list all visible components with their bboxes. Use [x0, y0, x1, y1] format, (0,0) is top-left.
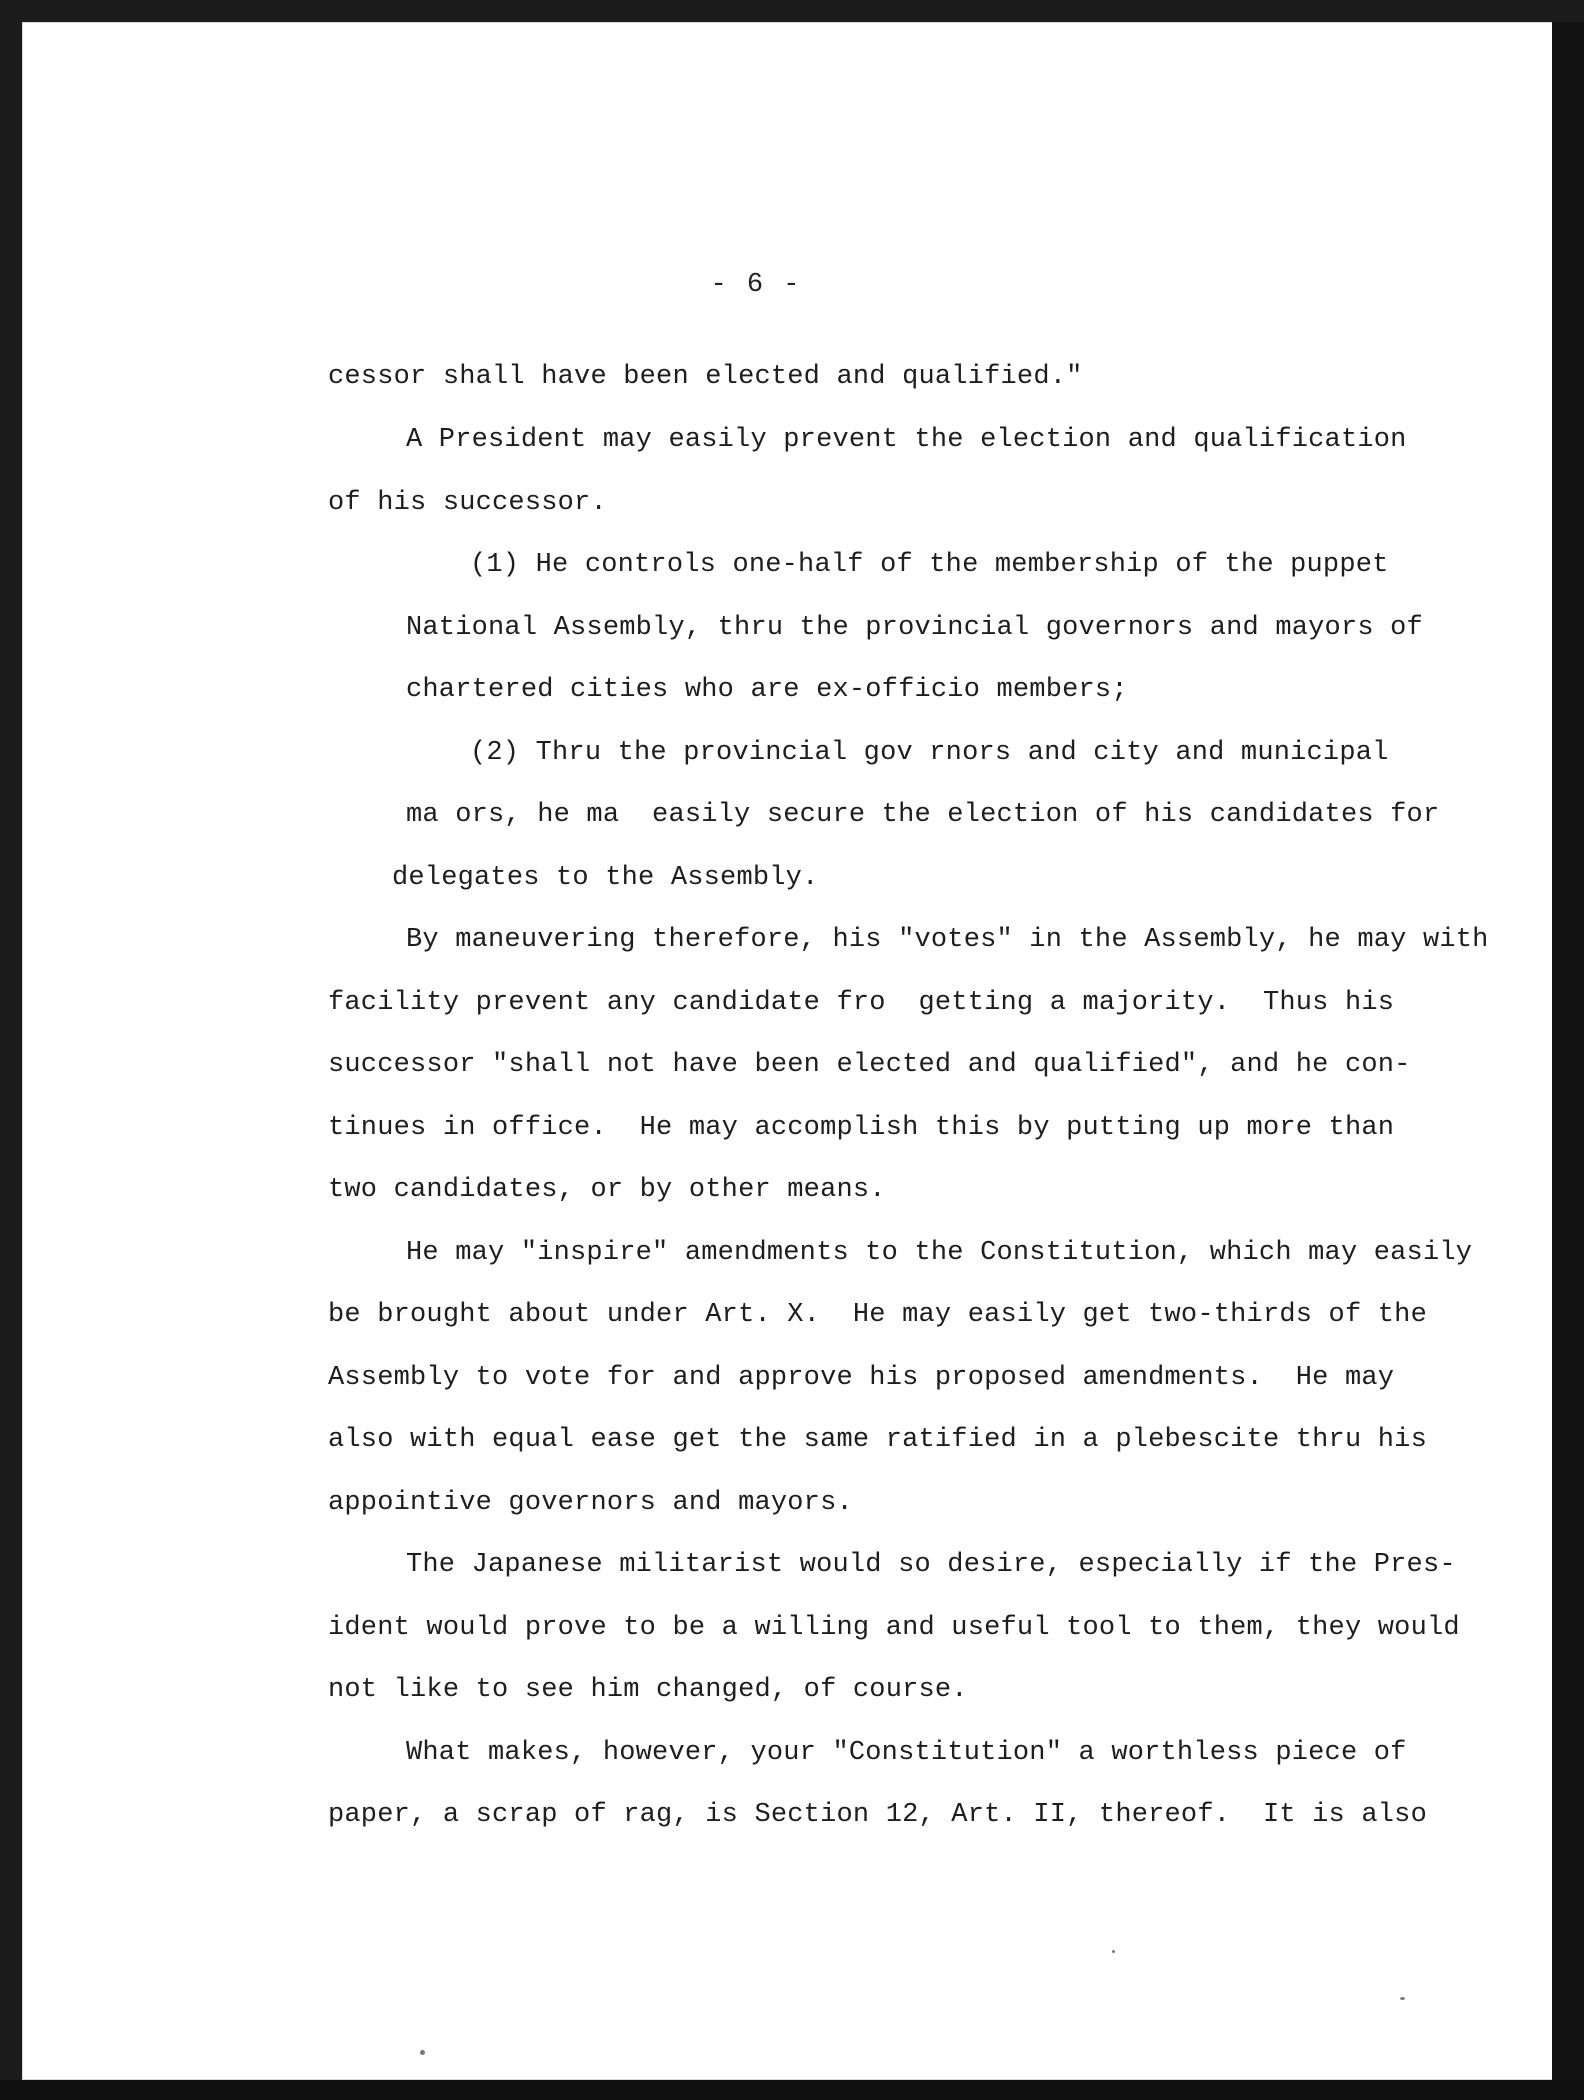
scan-edge-bottom [0, 2080, 1584, 2100]
text-line: National Assembly, thru the provincial governors and mayors of [406, 613, 1423, 643]
text-line: appointive governors and mayors. [328, 1488, 853, 1518]
text-line: Assembly to vote for and approve his proposed amendments. He may [328, 1363, 1395, 1393]
text-line: By maneuvering therefore, his "votes" in the Assembly, he may with [406, 925, 1489, 955]
scan-speck [420, 2050, 425, 2055]
text-line: The Japanese militarist would so desire, especially if the Pres- [406, 1550, 1456, 1580]
text-line: two candidates, or by other means. [328, 1175, 886, 1205]
text-line: paper, a scrap of rag, is Section 12, Art. II, thereof. It is also [328, 1800, 1427, 1830]
scan-speck [1112, 1950, 1115, 1953]
document-page [22, 22, 1558, 2080]
text-line: also with equal ease get the same ratified in a plebescite thru his [328, 1425, 1427, 1455]
text-line: ma ors, he ma easily secure the election of his candidates for [406, 800, 1440, 830]
text-line: (2) Thru the provincial gov rnors and city and municipal [470, 738, 1389, 768]
text-line: He may "inspire" amendments to the Constitution, which may easily [406, 1238, 1473, 1268]
text-line: not like to see him changed, of course. [328, 1675, 968, 1705]
text-line: chartered cities who are ex-officio members; [406, 675, 1128, 705]
text-line: ident would prove to be a willing and useful tool to them, they would [328, 1613, 1460, 1643]
text-line: tinues in office. He may accomplish this by putting up more than [328, 1113, 1395, 1143]
text-line: facility prevent any candidate fro getting a majority. Thus his [328, 988, 1395, 1018]
text-line: successor "shall not have been elected and qualified", and he con- [328, 1050, 1411, 1080]
text-line: of his successor. [328, 488, 607, 518]
text-line: cessor shall have been elected and qualified." [328, 362, 1083, 392]
scan-edge-right [1552, 22, 1584, 2080]
scan-speck [1400, 1997, 1405, 2000]
text-line: (1) He controls one-half of the membership of the puppet [470, 550, 1389, 580]
text-line: A President may easily prevent the election and qualification [406, 425, 1407, 455]
page-number: - 6 - [710, 270, 802, 300]
text-line: be brought about under Art. X. He may easily get two-thirds of the [328, 1300, 1427, 1330]
text-line: delegates to the Assembly. [392, 863, 819, 893]
text-line: What makes, however, your "Constitution" a worthless piece of [406, 1738, 1407, 1768]
